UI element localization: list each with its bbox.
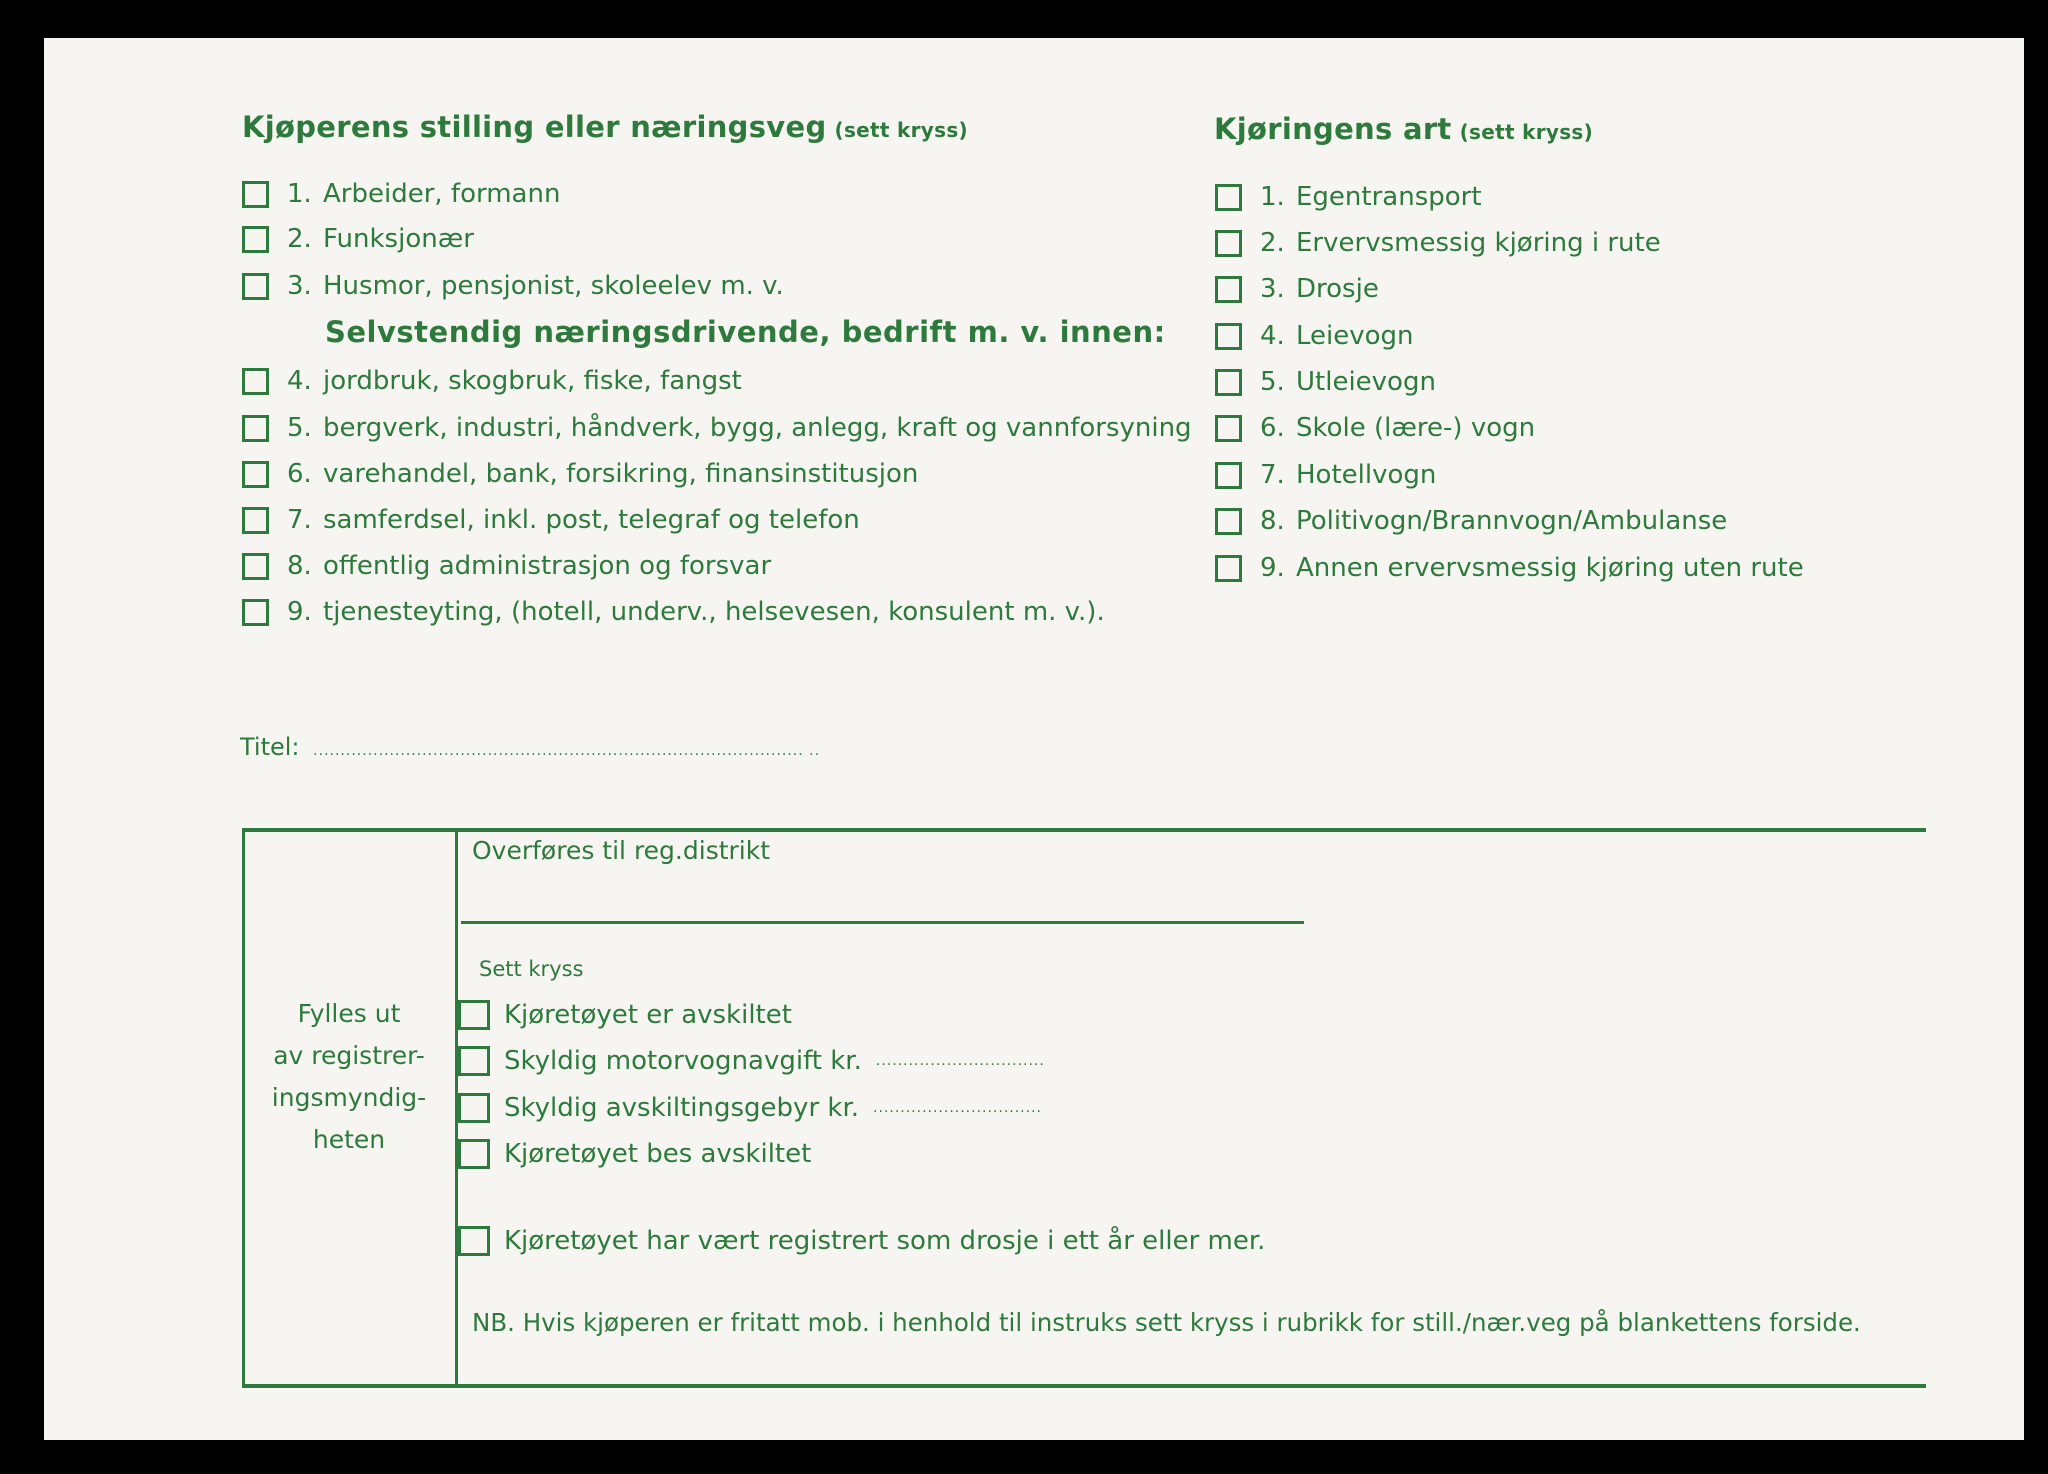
occupation-option-2[interactable]: 2. Funksjonær [242, 222, 474, 256]
checkbox[interactable] [458, 1139, 490, 1169]
occupation-option-4[interactable]: 4. jordbruk, skogbruk, fiske, fangst [242, 364, 742, 398]
checkbox[interactable] [1215, 415, 1242, 442]
self-employed-subheading: Selvstendig næringsdrivende, bedrift m. v. innen: [325, 315, 1166, 349]
checkbox[interactable] [242, 507, 269, 534]
transfer-district-input-line[interactable] [461, 921, 1304, 924]
checkbox[interactable] [1215, 508, 1242, 535]
checkbox[interactable] [1215, 462, 1242, 489]
checkbox[interactable] [458, 1000, 490, 1030]
checkbox[interactable] [1215, 369, 1242, 396]
occupation-option-6[interactable]: 6. varehandel, bank, forsikring, finansinstitusjon [242, 457, 918, 491]
driving-type-option-7[interactable]: 7. Hotellvogn [1215, 458, 1436, 492]
registry-option-drosje-year[interactable]: Kjøretøyet har vært registrert som drosje i ett år eller mer. [458, 1224, 1265, 1258]
nb-note: NB. Hvis kjøperen er fritatt mob. i henhold til instruks sett kryss i rubrikk for still./nær.veg på blankettens forside. [472, 1308, 1861, 1337]
occupation-option-3[interactable]: 3. Husmor, pensjonist, skoleelev m. v. [242, 269, 784, 303]
titel-dotted-line[interactable]: .......................................................................................... .. [313, 743, 821, 759]
checkbox[interactable] [1215, 555, 1242, 582]
checkbox[interactable] [242, 553, 269, 580]
registry-option-bes-avskiltet[interactable]: Kjøretøyet bes avskiltet [458, 1137, 811, 1171]
checkbox[interactable] [1215, 276, 1242, 303]
driving-type-option-6[interactable]: 6. Skole (lære-) vogn [1215, 411, 1535, 445]
titel-label: Titel: [240, 733, 300, 761]
driving-type-option-2[interactable]: 2. Ervervsmessig kjøring i rute [1215, 226, 1661, 260]
occupation-option-5[interactable]: 5. bergverk, industri, håndverk, bygg, anlegg, kraft og vannforsyning [242, 411, 1192, 445]
checkbox[interactable] [242, 181, 269, 208]
right-section-hint: (sett kryss) [1459, 120, 1594, 144]
motorvognavgift-amount-line[interactable]: ............................... [875, 1053, 1045, 1069]
titel-field[interactable] [240, 733, 820, 761]
checkbox[interactable] [242, 599, 269, 626]
driving-type-option-1[interactable]: 1. Egentransport [1215, 180, 1482, 214]
driving-type-option-5[interactable]: 5. Utleievogn [1215, 365, 1436, 399]
avskiltingsgebyr-amount-line[interactable]: ............................... [873, 1100, 1042, 1116]
checkbox[interactable] [458, 1046, 490, 1076]
registry-option-avskiltet[interactable]: Kjøretøyet er avskiltet [458, 998, 792, 1032]
sett-kryss-label: Sett kryss [479, 957, 584, 981]
form-sheet [44, 38, 2024, 1440]
checkbox[interactable] [242, 368, 269, 395]
checkbox[interactable] [458, 1226, 490, 1256]
registry-option-motorvognavgift[interactable]: Skyldig motorvognavgift kr. ............................... [458, 1044, 1045, 1078]
driving-type-option-3[interactable]: 3. Drosje [1215, 272, 1379, 306]
checkbox[interactable] [242, 226, 269, 253]
left-section-title: Kjøperens stilling eller næringsveg (sett kryss) [242, 110, 968, 144]
occupation-option-1[interactable]: 1. Arbeider, formann [242, 177, 560, 211]
checkbox[interactable] [458, 1093, 490, 1123]
driving-type-option-9[interactable]: 9. Annen ervervsmessig kjøring uten rute [1215, 551, 1804, 585]
checkbox[interactable] [1215, 184, 1242, 211]
checkbox[interactable] [242, 415, 269, 442]
checkbox[interactable] [1215, 323, 1242, 350]
occupation-option-7[interactable]: 7. samferdsel, inkl. post, telegraf og telefon [242, 503, 860, 537]
registry-option-avskiltingsgebyr[interactable]: Skyldig avskiltingsgebyr kr. ............................... [458, 1091, 1042, 1125]
checkbox[interactable] [242, 273, 269, 300]
registry-side-label: Fylles ut av registrer- ingsmyndig- heten [271, 999, 427, 1154]
driving-type-option-4[interactable]: 4. Leievogn [1215, 319, 1414, 353]
checkbox[interactable] [1215, 230, 1242, 257]
checkbox[interactable] [242, 461, 269, 488]
transfer-district-label: Overføres til reg.distrikt [472, 836, 771, 865]
driving-type-option-8[interactable]: 8. Politivogn/Brannvogn/Ambulanse [1215, 504, 1727, 538]
occupation-option-9[interactable]: 9. tjenesteyting, (hotell, underv., helsevesen, konsulent m. v.). [242, 595, 1105, 629]
right-section-title: Kjøringens art (sett kryss) [1214, 112, 1594, 146]
occupation-option-8[interactable]: 8. offentlig administrasjon og forsvar [242, 549, 771, 583]
left-section-hint: (sett kryss) [834, 118, 968, 142]
